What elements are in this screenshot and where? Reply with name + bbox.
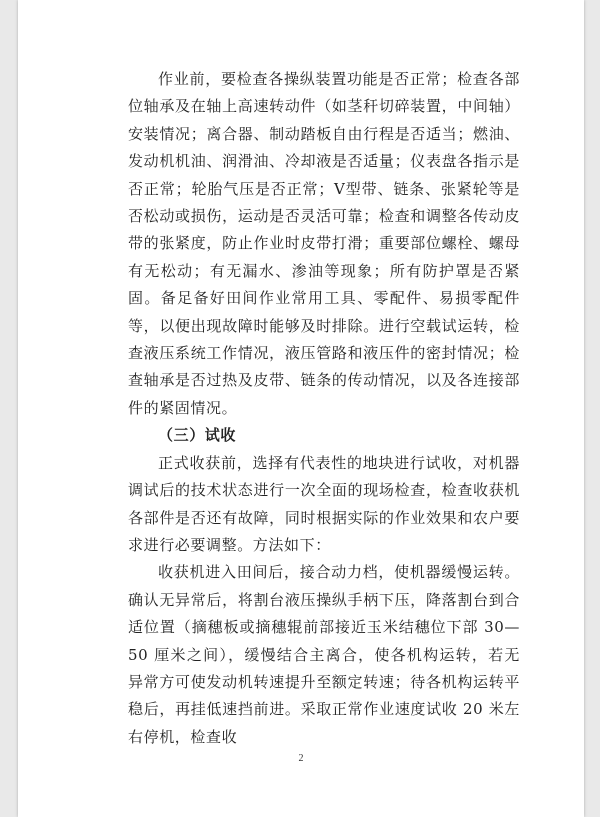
paragraph-trial-harvest-method: 收获机进入田间后，接合动力档，使机器缓慢运转。确认无异常后，将割台液压操纵手柄下压，降落割台到合适位置（摘穗板或摘穗辊前部接近玉米结穗位下部 30—50 厘米之间），缓慢结合主离合，使各机构运转，若无异常方可使发动机转速提升至额定转速；待各机构运转平稳后，再挂低速挡前进。采取正常作业速度试收 20 米左右停机，检查收	[128, 563, 520, 746]
document-page	[18, 0, 584, 817]
page-number: 2	[298, 753, 304, 764]
document-body	[128, 66, 520, 751]
paragraph-pre-operation-checks: 作业前，要检查各操纵装置功能是否正常；检查各部位轴承及在轴上高速转动件（如茎秆切碎装置，中间轴）安装情况；离合器、制动踏板自由行程是否适当；燃油、发动机机油、润滑油、冷却液是否适量；仪表盘各指示是否正常；轮胎气压是否正常；V型带、链条、张紧轮等是否松动或损伤，运动是否灵活可靠；检查和调整各传动皮带的张紧度，防止作业时皮带打滑；重要部位螺栓、螺母有无松动；有无漏水、渗油等现象；所有防护罩是否紧固。备足备好田间作业常用工具、零配件、易损零配件等，以便出现故障时能够及时排除。进行空载试运转，检查液压系统工作情况，液压管路和液压件的密封情况；检查轴承是否过热及皮带、链条的传动情况，以及各连接部件的紧固情况。	[128, 70, 520, 417]
paragraph-trial-harvest-intro: 正式收获前，选择有代表性的地块进行试收，对机器调试后的技术状态进行一次全面的现场检查，检查收获机各部件是否还有故障，同时根据实际的作业效果和农户要求进行必要调整。方法如下：	[128, 453, 520, 554]
section-heading-trial-harvest: （三）试收	[158, 426, 237, 445]
